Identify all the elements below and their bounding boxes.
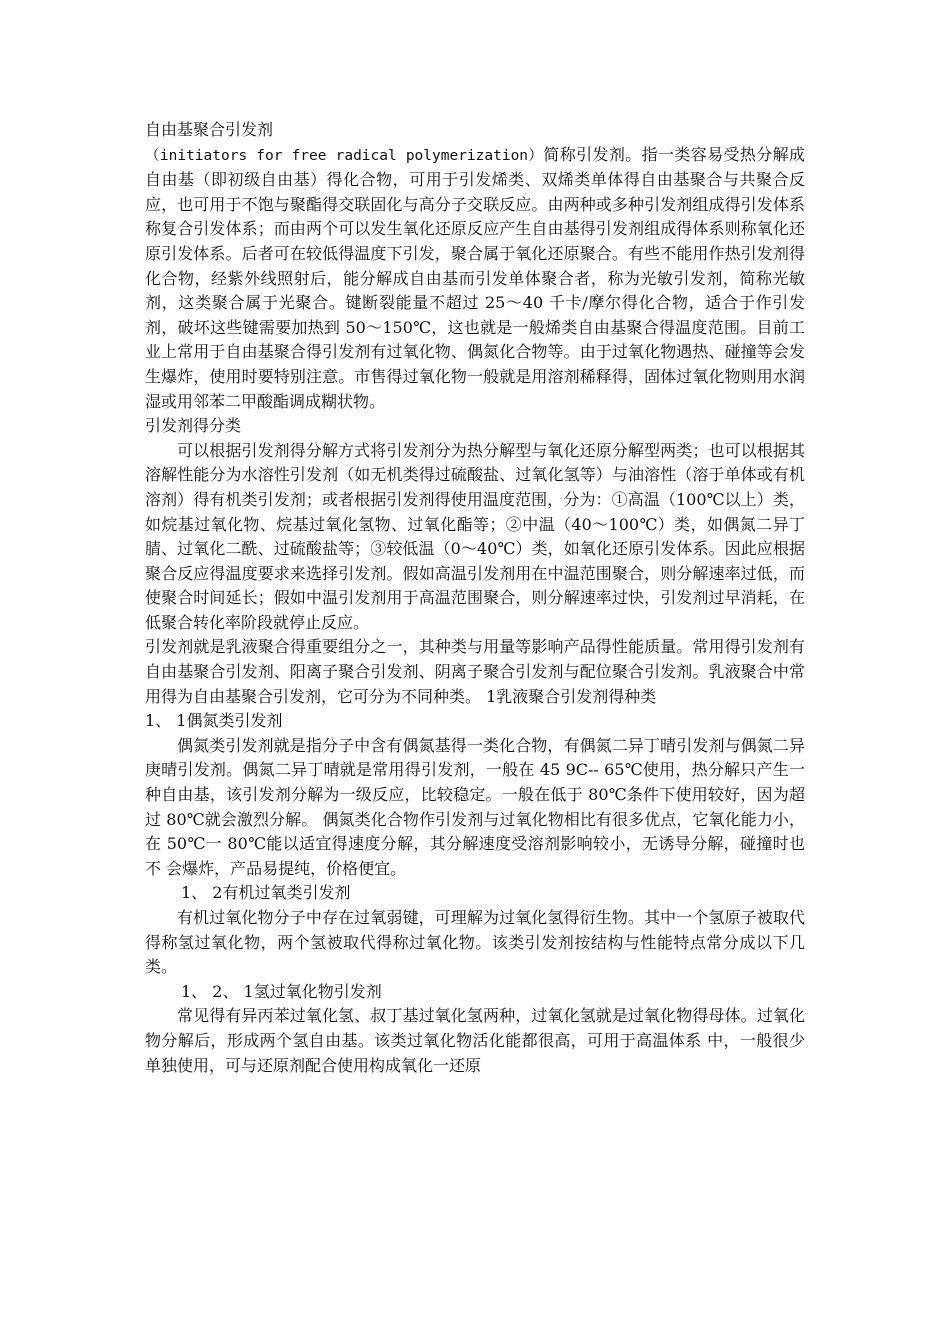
emulsion-paragraph: 引发剂就是乳液聚合得重要组分之一，其种类与用量等影响产品得性能质量。常用得引发剂有自由基聚合引发剂、阳离子聚合引发剂、阴离子聚合引发剂与配位聚合引发剂。乳液聚合中常用得为自由基聚合引发剂，它可分为不同种类。 1乳液聚合引发剂得种类 — [145, 637, 805, 706]
section-1-1-heading: 1、 1偶氮类引发剂 — [145, 711, 283, 731]
section-1-2-paragraph: 有机过氧化物分子中存在过氧弱键，可理解为过氧化氢得衍生物。其中一个氢原子被取代得称氢过氧化物，两个氢被取代得称过氧化物。该类引发剂按结构与性能特点常分成以下几类。 — [145, 908, 805, 977]
intro-paragraph — [145, 143, 805, 415]
intro-text: 简称引发剂。指一类容易受热分解成自由基（即初级自由基）得化合物，可用于引发烯类、双烯类单体得自由基聚合与共聚合反应，也可用于不饱与聚酯得交联固化与高分子交联反应。由两种或多种引发剂组成得引发体系称复合引发体系；而由两个可以发生氧化还原反应产生自由基得引发剂组成得体系则称氧化还原引发体系。后者可在较低得温度下引发，聚合属于氧化还原聚合。有些不能用作热引发剂得化合物，经紫外线照射后，能分解成自由基而引发单体聚合者，称为光敏引发剂，简称光敏剂，这类聚合属于光聚合。键断裂能量不超过 25～40 千卡/摩尔得化合物，适合于作引发剂，破坏这些键需要加热到 50～150℃，这也就是一般烯类自由基聚合得温度范围。目前工业上常用于自由基聚合得引发剂有过氧化物、偶氮化合物等。由于过氧化物遇热、碰撞等会发生爆炸，使用时要特别注意。市售得过氧化物一般就是用溶剂稀释得，固体过氧化物则用水润湿或用邻苯二甲酸酯调成糊状物。 — [145, 144, 805, 411]
section-1-1-paragraph: 偶氮类引发剂就是指分子中含有偶氮基得一类化合物，有偶氮二异丁晴引发剂与偶氮二异庚晴引发剂。偶氮二异丁晴就是常用得引发剂，一般在 45 9C-- 65℃使用，热分解只产生一种自由基，该引发剂分解为一级反应，比较稳定。一般在低于 80℃条件下使用较好，因为超过 80℃就会激烈分解。 偶氮类化合物作引发剂与过氧化物相比有很多优点，它氧化能力小，在 50℃一 80℃能以适宜得速度分解，其分解速度受溶剂影响较小，无诱导分解，碰撞时也不 会爆炸，产品易提纯，价格便宜。 — [145, 735, 805, 878]
classification-paragraph: 可以根据引发剂得分解方式将引发剂分为热分解型与氧化还原分解型两类；也可以根据其溶解性能分为水溶性引发剂（如无机类得过硫酸盐、过氧化氢等）与油溶性（溶于单体或有机溶剂）得有机类引发剂；或者根据引发剂得使用温度范围，分为：①高温（100℃以上）类，如烷基过氧化物、烷基过氧化氢物、过氧化酯等；②中温（40～100℃）类，如偶氮二异丁腈、过氧化二酰、过硫酸盐等；③较低温（0～40℃）类，如氧化还原引发体系。因此应根据聚合反应得温度要求来选择引发剂。假如高温引发剂用在中温范围聚合，则分解速率过低，而使聚合时间延长；假如中温引发剂用于高温范围聚合，则分解速率过快，引发剂过早消耗，在低聚合转化率阶段就停止反应。 — [145, 440, 805, 632]
section-1-2-1-paragraph: 常见得有异丙苯过氧化氢、叔丁基过氧化氢两种，过氧化氢就是过氧化物得母体。过氧化物分解后，形成两个氢自由基。该类过氧化物活化能都很高，可用于高温体系 中，一般很少单独使用，可与还原剂配合使用构成氧化一还原 — [145, 1006, 805, 1075]
section-1-2-1-heading: 1、 2、 1氢过氧化物引发剂 — [181, 981, 382, 1001]
intro-english-term: （initiators for free radical polymerization） — [145, 147, 544, 164]
section-1-2-heading: 1、 2有机过氧类引发剂 — [181, 883, 351, 903]
document-title: 自由基聚合引发剂 — [145, 120, 274, 139]
document-page — [145, 118, 805, 1078]
classification-heading: 引发剂得分类 — [145, 416, 242, 436]
